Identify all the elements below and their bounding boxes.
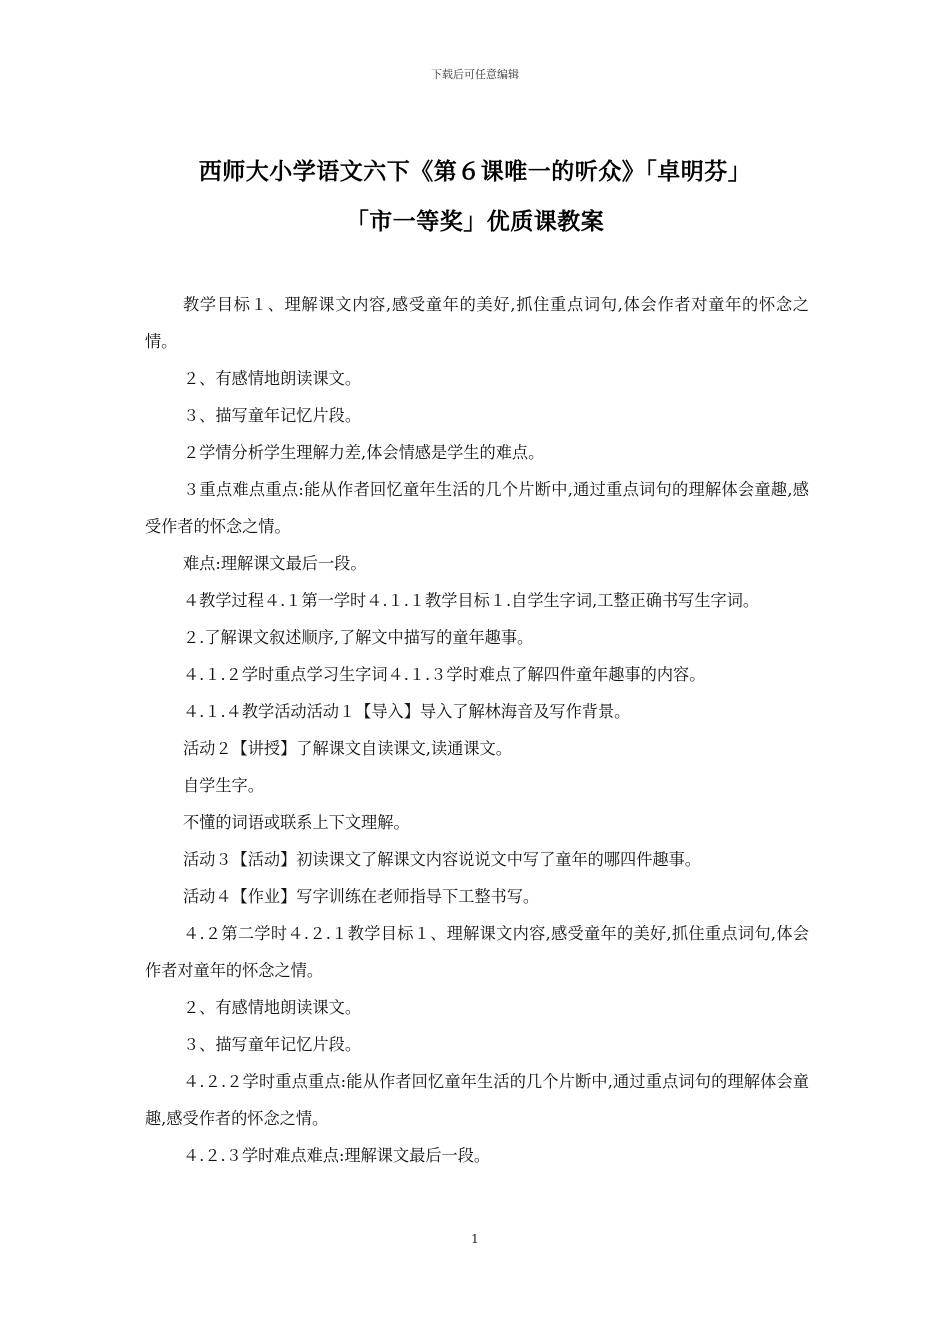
paragraph: ４.１.４教学活动活动１【导入】导入了解林海音及写作背景。 [183,702,631,721]
document-title-line-1: 西师大小学语文六下《第６课唯一的听众》「卓明芬」 [198,159,752,185]
paragraph: 活动４【作业】写字训练在老师指导下工整书写。 [183,887,540,906]
paragraph: 自学生字。 [183,776,264,795]
paragraph: ４.１.２学时重点学习生字词４.１.３学时难点了解四件童年趣事的内容。 [183,665,706,684]
document-body [145,286,809,1174]
paragraph: ４.２.３学时难点难点:理解课文最后一段。 [183,1146,491,1165]
paragraph: 难点:理解课文最后一段。 [183,554,367,573]
paragraph: ２、有感情地朗读课文。 [183,998,362,1017]
page-header: 下载后可任意编辑 [431,68,519,81]
paragraph: ２学情分析学生理解力差,体会情感是学生的难点。 [183,443,545,462]
page-number: 1 [471,1232,479,1246]
paragraph: 活动３【活动】初读课文了解课文内容说说文中写了童年的哪四件趣事。 [183,850,701,869]
paragraph: ４.２.２学时重点重点:能从作者回忆童年生活的几个片断中,通过重点词句的理解体会童趣,感受作者的怀念之情。 [145,1072,809,1128]
document-title-line-2: 「市一等奖」优质课教案 [345,209,605,235]
paragraph: 教学目标１、理解课文内容,感受童年的美好,抓住重点词句,体会作者对童年的怀念之情。 [145,295,809,351]
paragraph: ４教学过程４.１第一学时４.１.１教学目标１.自学生字词,工整正确书写生字词。 [183,591,760,610]
paragraph: ２.了解课文叙述顺序,了解文中描写的童年趣事。 [183,628,534,647]
paragraph: ３重点难点重点:能从作者回忆童年生活的几个片断中,通过重点词句的理解体会童趣,感受作者的怀念之情。 [145,480,809,536]
paragraph: ３、描写童年记忆片段。 [183,1035,362,1054]
paragraph: 活动２【讲授】了解课文自读课文,读通课文。 [183,739,512,758]
paragraph: ４.２第二学时４.２.１教学目标１、理解课文内容,感受童年的美好,抓住重点词句,体会作者对童年的怀念之情。 [145,924,809,980]
paragraph: 不懂的词语或联系上下文理解。 [183,813,410,832]
paragraph: ２、有感情地朗读课文。 [183,369,362,388]
paragraph: ３、描写童年记忆片段。 [183,406,362,425]
